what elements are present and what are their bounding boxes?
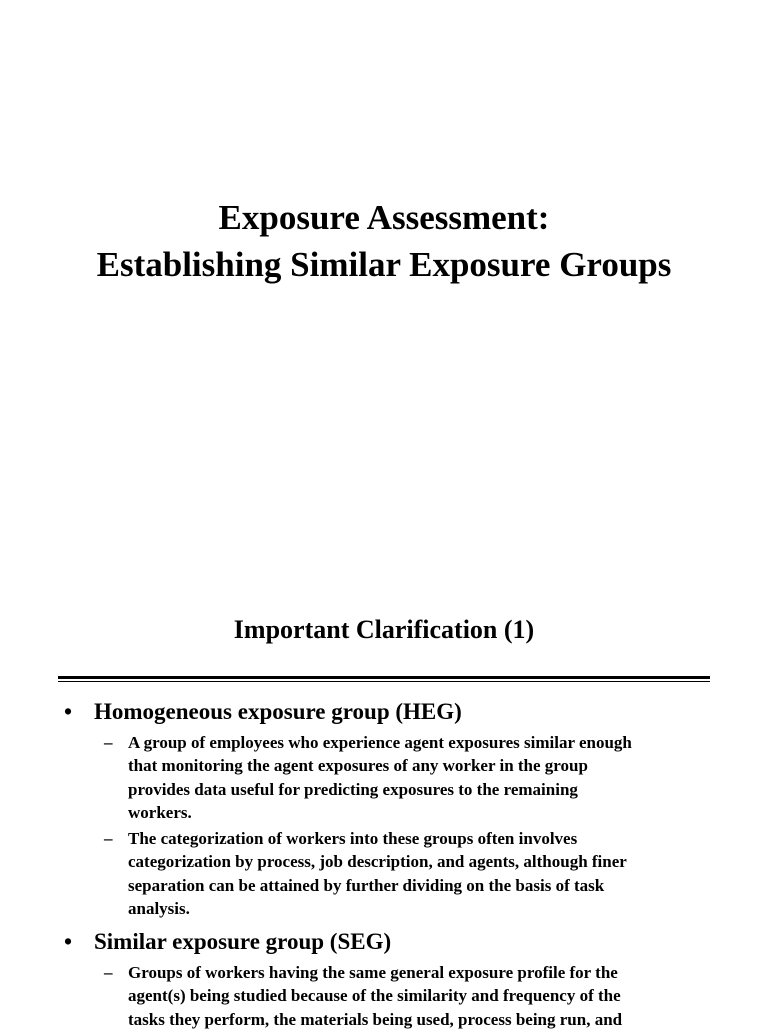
text-line: that monitoring the agent exposures of any worker in the group [128, 756, 588, 776]
divider-thin [58, 681, 710, 682]
text-line: Groups of workers having the same general exposure profile for the [128, 963, 618, 982]
sub-bullet-text [128, 827, 708, 920]
divider-thick [58, 676, 710, 679]
dash-icon: – [104, 829, 113, 848]
bullet-label: Similar exposure group (SEG) [94, 929, 392, 954]
sub-bullet-text [128, 731, 708, 824]
section-heading: Important Clarification (1) [233, 615, 535, 644]
dash-icon: – [104, 733, 113, 752]
text-line: agent(s) being studied because of the similarity and frequency of the [128, 986, 621, 1006]
text-line: workers. [128, 802, 192, 822]
slide-title-line-1: Exposure Assessment: [218, 198, 550, 237]
bullet-dot-icon: • [64, 699, 73, 724]
dash-icon: – [104, 963, 113, 982]
text-line: The categorization of workers into these groups often involves [128, 829, 578, 848]
bullet-dot-icon: • [64, 929, 73, 954]
text-line: A group of employees who experience agent exposures similar enough [128, 733, 632, 752]
text-line: analysis. [128, 898, 190, 918]
text-line: tasks they perform, the materials being used, process being run, and [128, 1009, 623, 1029]
sub-bullet-text [128, 961, 708, 1031]
text-line: separation can be attained by further dividing on the basis of task [128, 875, 605, 895]
slide-title-line-2: Establishing Similar Exposure Groups [96, 245, 672, 284]
slide-title [0, 194, 768, 288]
bullet-label: Homogeneous exposure group (HEG) [94, 699, 462, 724]
text-line: categorization by process, job description, and agents, although finer [128, 852, 627, 872]
text-line: provides data useful for predicting exposures to the remaining [128, 779, 578, 799]
